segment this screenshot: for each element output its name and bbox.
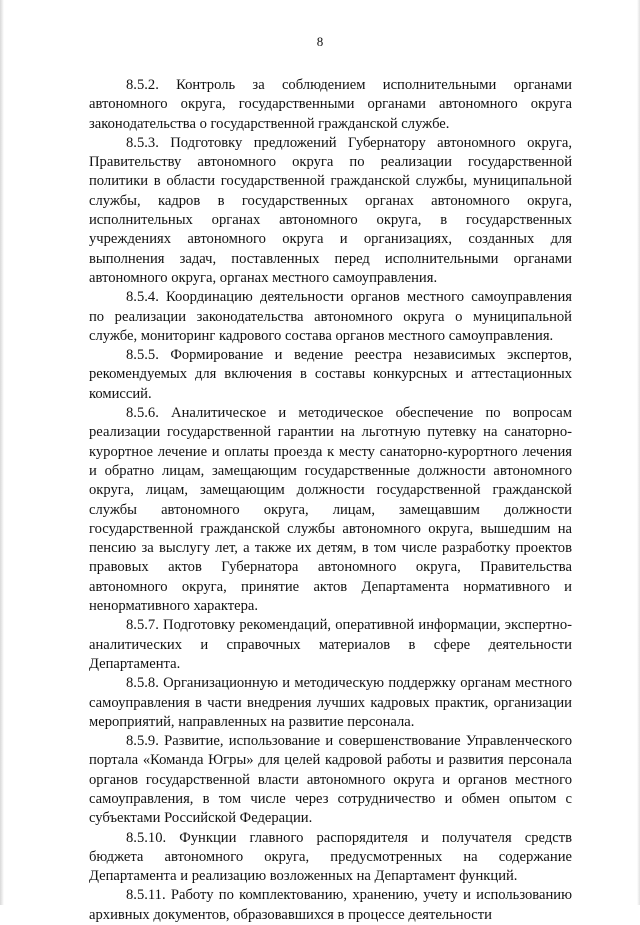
paragraph-8-5-3: 8.5.3. Подготовку предложений Губернатору автономного округа, Правительству автономного округа по реализации государственной политики в области государственной гражданской службы, муниципальной службы, кадров в государственных органах автономного округа, исполнительных органах автономного округа, в государственных учреждениях автономного округа и организациях, созданных для выполнения задач, поставленных перед исполнительными органами автономного округа, органах местного самоуправления. <box>89 134 572 286</box>
paragraph-8-5-10: 8.5.10. Функции главного распорядителя и получателя средств бюджета автономного округа, предусмотренных на содержание Департамента и реализацию возложенных на Департамент функций. <box>89 829 572 885</box>
paragraph-8-5-7: 8.5.7. Подготовку рекомендаций, оперативной информации, экспертно-аналитических и справочных материалов в сфере деятельности Департамента. <box>89 617 572 672</box>
paragraph-8-5-4: 8.5.4. Координацию деятельности органов местного самоуправления по реализации законодательства автономного округа о муниципальной службе, мониторинг кадрового состава органов местного самоуправления. <box>89 289 572 344</box>
paragraph-8-5-8: 8.5.8. Организационную и методическую поддержку органам местного самоуправления в части внедрения лучших кадровых практик, организации мероприятий, направленных на развитие персонала. <box>89 675 572 730</box>
paragraph-8-5-2: 8.5.2. Контроль за соблюдением исполнительными органами автономного округа, государственными органами автономного округа законодательства о государственной гражданской службе. <box>89 77 572 132</box>
scan-edge-left <box>0 0 4 905</box>
paragraph-8-5-11: 8.5.11. Работу по комплектованию, хранению, учету и использованию архивных документов, образовавшихся в процессе деятельности <box>89 887 572 923</box>
page-number: 8 <box>316 34 324 49</box>
document-body <box>89 76 572 925</box>
paragraph-8-5-6: 8.5.6. Аналитическое и методическое обеспечение по вопросам реализации государственной гарантии на льготную путевку на санаторно-курортное лечение и оплаты проезда к месту санаторно-курортного лечения и обратно лицам, замещающим государственные должности автономного округа, лицам, замещающим должности государственной гражданской службы автономного округа, лицам, замещавшим должности государственной гражданской службы автономного округа, вышедшим на пенсию за выслугу лет, а также их детям, в том числе разработку проектов правовых актов Губернатора автономного округа, Правительства автономного округа, принятие актов Департамента нормативного и ненормативного характера. <box>89 405 572 615</box>
paragraph-8-5-5: 8.5.5. Формирование и ведение реестра независимых экспертов, рекомендуемых для включения в составы конкурсных и аттестационных комиссий. <box>89 347 572 402</box>
paragraph-8-5-9: 8.5.9. Развитие, использование и совершенствование Управленческого портала «Команда Югры» для целей кадровой работы и развития персонала органов государственной власти автономного округа и органов местного самоуправления, в том числе через сотрудничество и обмен опытом с субъектами Российской Федерации. <box>89 733 572 827</box>
